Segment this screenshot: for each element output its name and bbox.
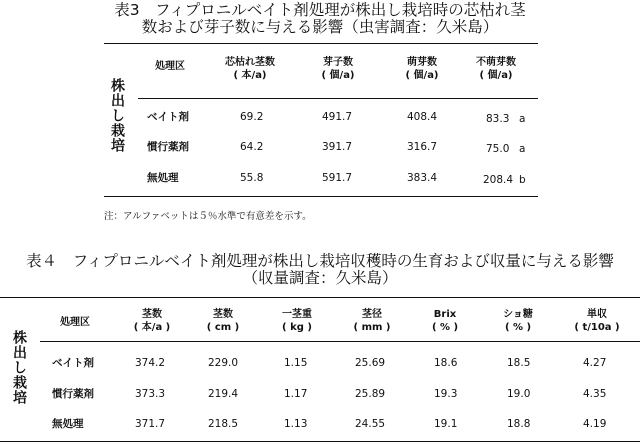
table3-header-rule xyxy=(138,98,538,99)
table4-cell: 19.3 xyxy=(434,388,458,400)
table3-cell: 383.4 xyxy=(407,172,438,184)
table4-header-brix: Brix ( % ) xyxy=(431,309,459,333)
table4-cell: 18.8 xyxy=(507,418,531,430)
table4-cell: 25.69 xyxy=(355,357,386,369)
table3-cell: 208.4 xyxy=(483,174,514,186)
table3-cell: 316.7 xyxy=(407,141,438,153)
table3-header-treatment: 処理区 xyxy=(155,61,185,72)
table4-cell: 229.0 xyxy=(208,357,239,369)
table4-cell: 1.15 xyxy=(284,357,308,369)
table4-header-stem-weight: 一茎重 ( kg ) xyxy=(282,309,312,333)
table3-row-label: 慣行薬剤 xyxy=(147,141,189,153)
table3-cell: 83.3 xyxy=(486,113,510,125)
table4-cell: 218.5 xyxy=(208,418,239,430)
table4-cell: 373.3 xyxy=(135,388,166,400)
table4-header-stem-count: 茎数 ( 本/a ) xyxy=(133,309,171,333)
table3-cell: 64.2 xyxy=(240,141,264,153)
table3-cell: 491.7 xyxy=(322,111,353,123)
table3-cell: 591.7 xyxy=(322,172,353,184)
table3-cell: 408.4 xyxy=(407,111,438,123)
table4-cell: 1.13 xyxy=(284,418,308,430)
table3-side-label: 株出し栽培 xyxy=(109,78,125,153)
table4-side-label: 株出し栽培 xyxy=(11,330,27,405)
table3-title-line1: 表3 フィプロニルベイト剤処理が株出し栽培時の芯枯れ茎 xyxy=(114,1,526,19)
table3-sig-letter: a xyxy=(519,113,526,125)
table3-cell: 75.0 xyxy=(486,143,510,155)
table4-title-line1: 表４ フィプロニルベイト剤処理が株出し栽培収穫時の生育および収量に与える影響 xyxy=(26,252,614,270)
table4-title-line2: （収量調査：久米島） xyxy=(242,269,398,287)
table4-cell: 371.7 xyxy=(135,418,166,430)
table3-cell: 69.2 xyxy=(240,111,264,123)
table3-cell: 55.8 xyxy=(240,172,264,184)
table4-cell: 1.17 xyxy=(284,388,308,400)
table4-cell: 4.27 xyxy=(583,357,607,369)
table4-header-rule xyxy=(40,341,640,342)
table4-cell: 4.19 xyxy=(583,418,607,430)
table4-cell: 374.2 xyxy=(135,357,166,369)
table4-cell: 18.5 xyxy=(507,357,531,369)
table4-cell: 19.0 xyxy=(507,388,531,400)
table4-header-sucrose: ショ糖 ( % ) xyxy=(503,309,533,333)
table4-header-treatment: 処理区 xyxy=(60,317,90,328)
table3-title-line2: 数および芽子数に与える影響（虫害調査：久米島） xyxy=(141,18,499,36)
table4-cell: 219.4 xyxy=(208,388,239,400)
table3-header-sprouted: 萌芽数 ( 個/a) xyxy=(405,57,439,81)
table3-sig-letter: b xyxy=(519,174,526,186)
table4-cell: 24.55 xyxy=(355,418,386,430)
table3-footnote: 注：アルファベットは５％水準で有意差を示す。 xyxy=(104,211,312,222)
table3-row-label: 無処理 xyxy=(147,172,179,184)
table4-header-stem-length: 茎数 ( cm ) xyxy=(206,309,240,333)
table4-cell: 25.89 xyxy=(355,388,386,400)
table4-row-label: 無処理 xyxy=(52,418,84,430)
table4-cell: 19.1 xyxy=(434,418,458,430)
table3-sig-letter: a xyxy=(519,143,526,155)
table4-row-label: 慣行薬剤 xyxy=(52,388,94,400)
table4-header-stem-diameter: 茎径 ( mm ) xyxy=(353,309,391,333)
table4-bottom-rule xyxy=(0,441,640,442)
table3-header-buds: 芽子数 ( 個/a) xyxy=(321,57,355,81)
table3-cell: 391.7 xyxy=(322,141,353,153)
table4-top-rule xyxy=(0,297,640,298)
table4-row-label: ベイト剤 xyxy=(52,357,94,369)
table3-header-unsprouted: 不萌芽数 ( 個/a) xyxy=(476,57,516,81)
table3-bottom-rule xyxy=(104,196,538,197)
table3-top-rule xyxy=(104,43,538,44)
table4-header-yield: 単収 ( t/10a ) xyxy=(574,309,620,333)
table3-row-label: ベイト剤 xyxy=(147,111,189,123)
table3-header-dead-stems: 芯枯れ茎数 ( 本/a) xyxy=(225,57,275,81)
table4-cell: 18.6 xyxy=(434,357,458,369)
table4-cell: 4.35 xyxy=(583,388,607,400)
